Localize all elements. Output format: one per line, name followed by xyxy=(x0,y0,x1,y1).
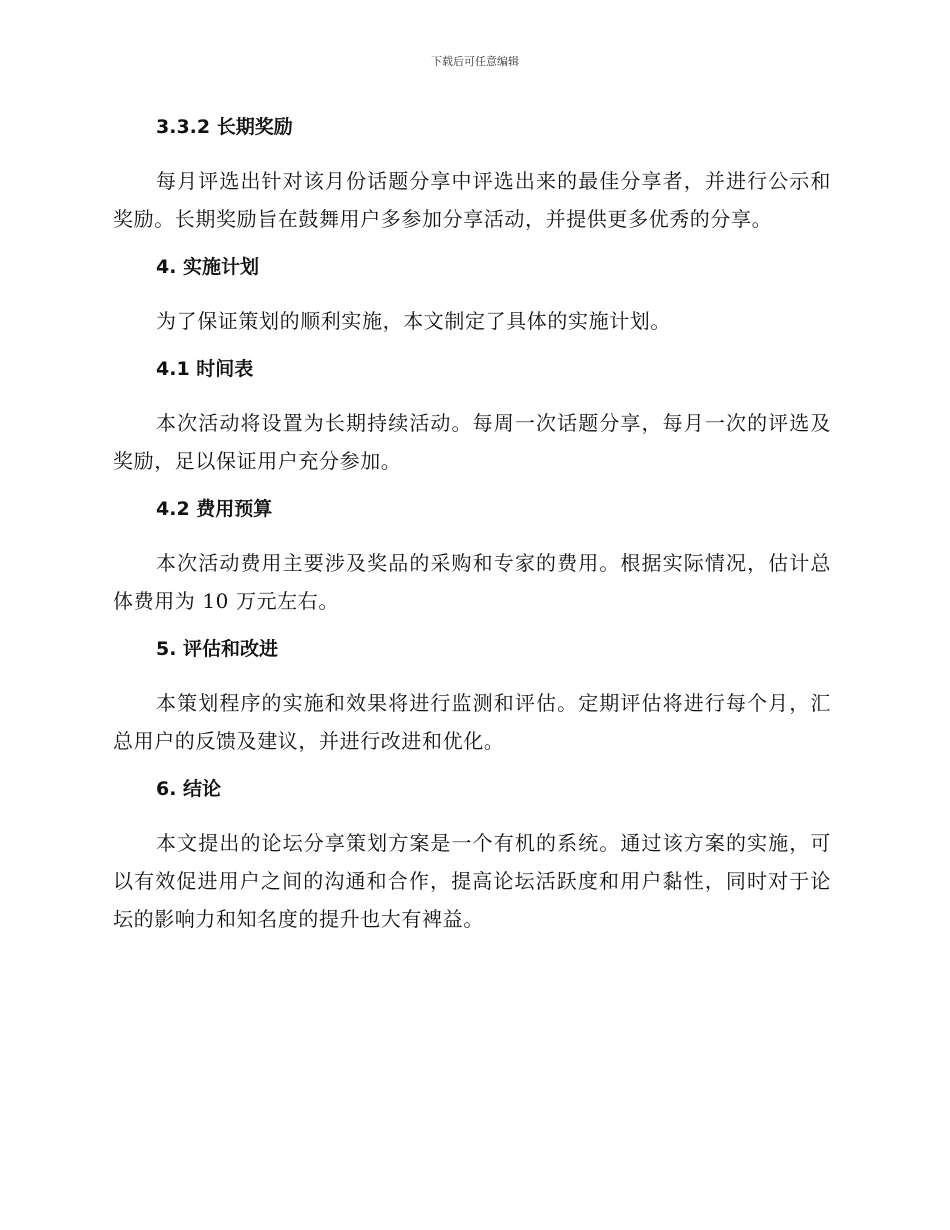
section-paragraph-4-1: 本次活动将设置为长期持续活动。每周一次话题分享，每月一次的评选及奖励，足以保证用户充分参加。 xyxy=(113,411,831,473)
section-paragraph-4-2: 本次活动费用主要涉及奖品的采购和专家的费用。根据实际情况，估计总体费用为 10 万元左右。 xyxy=(113,551,831,613)
section-heading-4-1: 4.1 时间表 xyxy=(156,358,254,380)
section-heading-4: 4. 实施计划 xyxy=(156,256,260,278)
page-header: 下载后可任意编辑 xyxy=(431,55,519,68)
section-heading-4-2: 4.2 费用预算 xyxy=(156,498,273,520)
section-heading-6: 6. 结论 xyxy=(156,778,222,800)
document-body xyxy=(113,112,831,952)
section-paragraph-4: 为了保证策划的顺利实施，本文制定了具体的实施计划。 xyxy=(156,309,671,333)
section-paragraph-5: 本策划程序的实施和效果将进行监测和评估。定期评估将进行每个月，汇总用户的反馈及建议，并进行改进和优化。 xyxy=(113,691,831,753)
section-paragraph-6: 本文提出的论坛分享策划方案是一个有机的系统。通过该方案的实施，可以有效促进用户之间的沟通和合作，提高论坛活跃度和用户黏性，同时对于论坛的影响力和知名度的提升也大有裨益。 xyxy=(113,831,831,931)
section-heading-3-3-2: 3.3.2 长期奖励 xyxy=(156,116,293,138)
section-paragraph-3-3-2: 每月评选出针对该月份话题分享中评选出来的最佳分享者，并进行公示和奖励。长期奖励旨在鼓舞用户多参加分享活动，并提供更多优秀的分享。 xyxy=(113,169,831,231)
section-heading-5: 5. 评估和改进 xyxy=(156,638,279,660)
